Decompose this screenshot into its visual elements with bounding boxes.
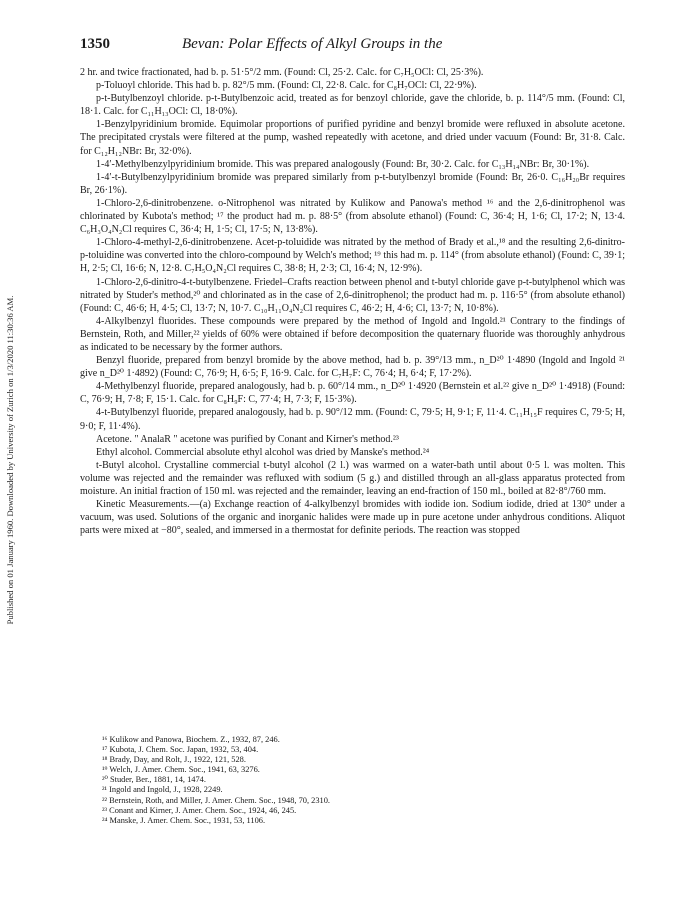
paragraph: 4-Methylbenzyl fluoride, prepared analogously, had b. p. 60°/14 mm., n_D²⁰ 1·4920 (Bernstein et al.²² give n_D²⁰ 1·4918) (Found: C, 76·9; H, 7·8; F, 15·1. Calc. for C₈H₉F: C, 77·4; H, 7·3; F, 15·3%). bbox=[80, 381, 625, 406]
paragraph: 4-Alkylbenzyl fluorides. These compounds were prepared by the method of Ingold and Ingold.²¹ Contrary to the findings of Bernstein, Roth, and Miller,²² yields of 60% were obtained if before decomposition the quaternary fluoride was thoroughly anhydrous as indicated to be necessary by the former authors. bbox=[80, 315, 625, 353]
paragraph: 4-t-Butylbenzyl fluoride, prepared analogously, had b. p. 90°/12 mm. (Found: C, 79·5; H, 9·1; F, 11·4. C₁₁H₁₅F requires C, 79·5; H, 9·0; F, 11·4%). bbox=[80, 407, 625, 432]
running-title: Bevan: Polar Effects of Alkyl Groups in the bbox=[182, 36, 443, 52]
paragraph: 1-Chloro-2,6-dinitrobenzene. o-Nitrophenol was nitrated by Kulikow and Panowa's method ¹⁶ and the 2,6-dinitrophenol was chlorinated by Kubota's method; ¹⁷ the product had m. p. 88·5° (from absolute ethanol) (Found: C, 36·4; H, 1·6; Cl, 17·2; N, 13·4. C₆H₃O₄N₂Cl requires C, 36·4; H, 1·5; Cl, 17·5; N, 13·8%). bbox=[80, 197, 625, 236]
footnote: ²³ Conant and Kirner, J. Amer. Chem. Soc., 1924, 46, 245. bbox=[102, 805, 297, 815]
footnote: ¹⁶ Kulikow and Panowa, Biochem. Z., 1932, 87, 246. bbox=[102, 735, 280, 744]
paragraph: 1-4′-Methylbenzylpyridinium bromide. This was prepared analogously (Found: Br, 30·2. Calc. for C₁₃H₁₄NBr: Br, 30·1%). bbox=[96, 158, 590, 170]
footnotes bbox=[102, 735, 602, 826]
paragraph: p-Toluoyl chloride. This had b. p. 82°/5 mm. (Found: Cl, 22·8. Calc. for C₈H₇OCl: Cl, 22·9%). bbox=[96, 80, 477, 92]
download-watermark bbox=[3, 160, 17, 760]
footnote: ¹⁹ Welch, J. Amer. Chem. Soc., 1941, 63, 3276. bbox=[102, 765, 260, 775]
paragraph: Kinetic Measurements.—(a) Exchange reaction of 4-alkylbenzyl bromides with iodide ion. Sodium iodide, dried at 130° under a vacuum, was used. Solutions of the organic and inorganic halides were made up in pure acetone under anhydrous conditions. Aliquot parts were mixed at −80°, sealed, and immersed in a thermostat for definite periods. The reaction was stopped bbox=[80, 499, 625, 537]
footnote: ¹⁷ Kubota, J. Chem. Soc. Japan, 1932, 53, 404. bbox=[102, 745, 259, 755]
paragraph: t-Butyl alcohol. Crystalline commercial t-butyl alcohol (2 l.) was warmed on a water-bath until about 0·5 l. was molten. This volume was rejected and the remainder was refluxed with sodium (5 g.) and distilled through an all-glass apparatus protected from moisture. An initial fraction of 150 ml. was rejected and the remainder, leaving an end-fraction of 150 ml., boiled at 82·8°/760 mm. bbox=[80, 459, 625, 497]
paragraph: 1-4′-t-Butylbenzylpyridinium bromide was prepared similarly from p-t-butylbenzyl bromide (Found: Br, 26·0. C₁₆H₂₀Br requires Br, 26·1%). bbox=[80, 171, 625, 196]
article-body bbox=[80, 66, 625, 537]
page-header bbox=[80, 36, 620, 60]
footnote: ²¹ Ingold and Ingold, J., 1928, 2249. bbox=[102, 785, 223, 795]
page-number: 1350 bbox=[80, 36, 110, 52]
paragraph: Benzyl fluoride, prepared from benzyl bromide by the above method, had b. p. 39°/13 mm., n_D²⁰ 1·4890 (Ingold and Ingold ²¹ give n_D²⁰ 1·4892) (Found: C, 76·9; H, 6·5; F, 16·9. Calc. for C₇H₇F: C, 76·4; H, 6·4; F, 17·2%). bbox=[80, 355, 625, 380]
paragraph: 1-Benzylpyridinium bromide. Equimolar proportions of purified pyridine and benzyl bromide were refluxed in absolute acetone. The precipitated crystals were filtered at the pump, washed repeatedly with acetone, and dried under vacuum (Found: Br, 31·8. Calc. for C₁₂H₁₂NBr: Br, 32·0%). bbox=[80, 119, 625, 157]
footnote: ¹⁸ Brady, Day, and Rolt, J., 1922, 121, 528. bbox=[102, 755, 246, 765]
paragraph: 1-Chloro-4-methyl-2,6-dinitrobenzene. Acet-p-toluidide was nitrated by the method of Brady et al.,¹⁸ and the resulting 2,6-dinitro-p-toluidine was converted into the chloro-compound by Welch's method; ¹⁹ this had m. p. 114° (from absolute ethanol) (Found: C, 39·1; H, 2·5; Cl, 16·6; N, 12·8. C₇H₅O₄N₂Cl requires C, 38·8; H, 2·3; Cl, 16·4; N, 12·9%). bbox=[80, 237, 625, 275]
footnote: ²⁰ Studer, Ber., 1881, 14, 1474. bbox=[102, 775, 206, 785]
paragraph: Acetone. " AnalaR " acetone was purified by Conant and Kirner's method.²³ bbox=[96, 433, 399, 445]
paragraph: 1-Chloro-2,6-dinitro-4-t-butylbenzene. Friedel–Crafts reaction between phenol and t-butyl chloride gave p-t-butylphenol which was nitrated by Studer's method,²⁰ and chlorinated as in the case of 2,6-dinitrophenol; the product had m. p. 116·5° (from absolute ethanol) (Found: C, 46·6; H, 4·5; Cl, 13·7; N, 10·7. C₁₀H₁₁O₄N₂Cl requires C, 46·2; H, 4·6; Cl, 13·7; N, 10·8%). bbox=[80, 276, 625, 314]
paragraph: Ethyl alcohol. Commercial absolute ethyl alcohol was dried by Manske's method.²⁴ bbox=[96, 446, 430, 458]
download-watermark-text: Published on 01 January 1960. Downloaded by University of Zurich on 1/3/2020 11:30:36 AM. bbox=[5, 295, 15, 625]
paragraph: 2 hr. and twice fractionated, had b. p. 51·5°/2 mm. (Found: Cl, 25·2. Calc. for C₇H₅OCl: Cl, 25·3%). bbox=[80, 67, 484, 78]
footnote: ²² Bernstein, Roth, and Miller, J. Amer. Chem. Soc., 1948, 70, 2310. bbox=[102, 795, 331, 805]
paragraph: p-t-Butylbenzoyl chloride. p-t-Butylbenzoic acid, treated as for benzoyl chloride, gave the chloride, b. p. 114°/5 mm. (Found: Cl, 18·1. Calc. for C₁₁H₁₃OCl: Cl, 18·0%). bbox=[80, 93, 625, 118]
footnote: ²⁴ Manske, J. Amer. Chem. Soc., 1931, 53, 1106. bbox=[102, 815, 266, 825]
